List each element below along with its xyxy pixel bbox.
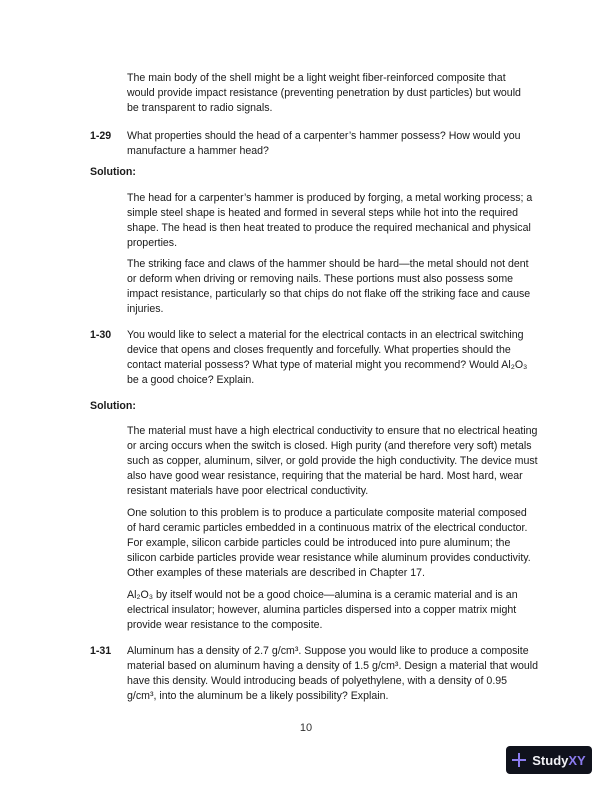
solution-label: Solution: (90, 166, 136, 178)
text-line: be transparent to radio signals. (127, 102, 273, 114)
text-line: The head for a carpenter’s hammer is produced by forging, a metal working process; a (127, 192, 533, 204)
paragraph (127, 424, 538, 499)
paragraph (127, 257, 531, 317)
text-line: or deform when driving or removing nails. These portions must also possess some (127, 273, 514, 285)
text-line: The material must have a high electrical conductivity to ensure that no electrical heating (127, 425, 538, 437)
solution-label: Solution: (90, 400, 136, 412)
paragraph (127, 191, 533, 251)
text-line: have this density. Would introducing beads of polyethylene, with a density of 0.95 (127, 675, 508, 687)
text-line: You would like to select a material for the electrical contacts in an electrical switching (127, 329, 524, 341)
question-number: 1-30 (90, 329, 112, 341)
text-line: For example, silicon carbide particles could be introduced into pure aluminum; the (127, 537, 511, 549)
text-line: manufacture a hammer head? (127, 145, 269, 157)
paragraph (127, 71, 527, 116)
text-line: What properties should the head of a carpenter’s hammer possess? How would you (127, 130, 521, 142)
question-text (127, 129, 527, 159)
question-number: 1-29 (90, 130, 112, 142)
text-line: resistant materials have poor electrical conductivity. (127, 485, 369, 497)
text-line: One solution to this problem is to produce a particulate composite material composed (127, 507, 527, 519)
text-line: provide wear resistance to the composite. (127, 619, 323, 631)
text-line: g/cm³, into the aluminum be a likely possibility? Explain. (127, 690, 389, 702)
text-line: The striking face and claws of the hammer should be hard—the metal should not dent (127, 258, 529, 270)
text-line: Al₂O₃ by itself would not be a good choice—alumina is a ceramic material and is an (127, 589, 518, 601)
logo-text-accent: XY (568, 752, 586, 768)
studyxy-logo (506, 746, 592, 774)
text-line: Other examples of these materials are described in Chapter 17. (127, 567, 425, 579)
text-line: material based on aluminum having a density of 1.5 g/cm³. Design a material that would (127, 660, 539, 672)
text-line: such as copper, aluminum, silver, or gold provide the high conductivity. The device must (127, 455, 538, 467)
question-number: 1-31 (90, 645, 112, 657)
text-line: also have good wear resistance, requiring that the material be hard. Most hard, wear (127, 470, 523, 482)
plus-icon (512, 753, 526, 767)
text-line: simple steel shape is heated and formed in several steps while hot into the required (127, 207, 519, 219)
question-text (127, 328, 527, 388)
text-line: silicon carbide particles provide wear resistance while aluminum provides conductivity. (127, 552, 531, 564)
text-line: or arcing occurs when the switch is closed. High purity (and therefore very soft) metals (127, 440, 532, 452)
text-line: contact material possess? What type of material might you recommend? Would Al₂O₃ (127, 359, 528, 371)
paragraph (127, 506, 531, 581)
text-line: properties. (127, 237, 178, 249)
paragraph (127, 588, 527, 633)
text-line: injuries. (127, 303, 164, 315)
text-line: impact resistance, particularly so that chips do not flake off the striking face and cause (127, 288, 531, 300)
text-line: Aluminum has a density of 2.7 g/cm³. Suppose you would like to produce a composite (127, 645, 529, 657)
text-line: shape. The head is then heat treated to produce the required mechanical and physical (127, 222, 531, 234)
question-text (127, 644, 539, 704)
text-line: electrical insulator; however, alumina particles dispersed into a copper matrix might (127, 604, 517, 616)
text-line: of hard ceramic particles embedded in a continuous matrix of the electrical conductor. (127, 522, 528, 534)
page-number: 10 (299, 722, 313, 734)
text-line: would provide impact resistance (preventing penetration by dust particles) but would (127, 87, 521, 99)
text-line: device that opens and closes frequently and forcefully. What properties should the (127, 344, 511, 356)
text-line: The main body of the shell might be a light weight fiber-reinforced composite that (127, 72, 506, 84)
logo-text: Study (532, 752, 569, 768)
text-line: be a good choice? Explain. (127, 374, 255, 386)
